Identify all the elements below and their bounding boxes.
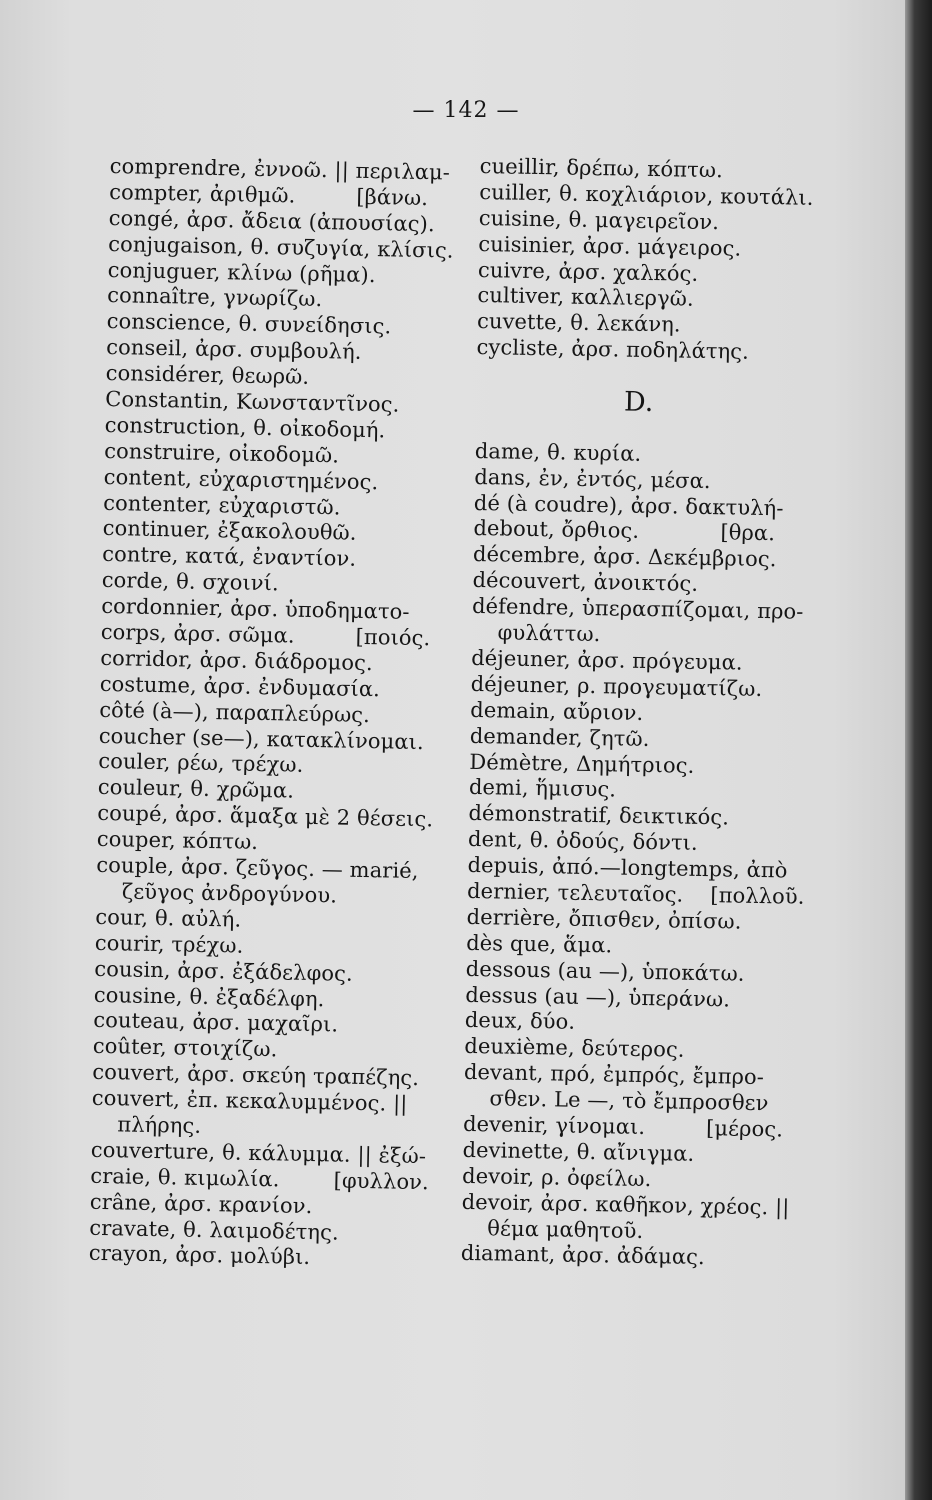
dictionary-entry: continuer, ἐξακολουθῶ. <box>102 516 357 546</box>
dictionary-entry: considérer, θεωρῶ. <box>105 361 310 389</box>
dictionary-entry: couvert, ἀρσ. σκεύη τραπέζης. <box>92 1060 420 1091</box>
dictionary-entry-continuation: φυλάττω. <box>497 620 601 647</box>
dictionary-entry: Constantin, Κωνσταντῖνος. <box>105 386 400 417</box>
dictionary-entry: debout, ὄρθιος. [θρα. <box>473 516 776 546</box>
dictionary-entry: contre, κατά, ἐναντίον. <box>102 542 357 572</box>
dictionary-entry: couler, ρέω, τρέχω. <box>98 749 304 778</box>
dictionary-entry: déjeuner, ρ. προγευματίζω. <box>470 671 763 701</box>
dictionary-entry: derrière, ὄπισθεν, ὀπίσω. <box>466 904 742 934</box>
dictionary-entry: dès que, ἅμα. <box>466 930 613 958</box>
dictionary-entry: coucher (se—), κατακλίνομαι. <box>98 723 425 754</box>
dictionary-entry: corde, θ. σχοινί. <box>101 568 279 596</box>
dictionary-entry: dent, θ. ὀδούς, δόντι. <box>467 827 698 856</box>
dictionary-entry: conjuguer, κλίνω (ρῆμα). <box>107 257 376 287</box>
page-edge-shadow <box>905 0 932 1500</box>
dictionary-entry: conseil, ἀρσ. συμβουλή. <box>106 335 362 365</box>
dictionary-entry: costume, ἀρσ. ἐνδυμασία. <box>99 671 381 702</box>
dictionary-entry: devinette, θ. αἴνιγμα. <box>462 1137 695 1166</box>
dictionary-entry: compter, ἀριθμῶ. [βάνω. <box>109 179 429 211</box>
dictionary-entry: corps, ἀρσ. σῶμα. [ποιός. <box>100 619 431 651</box>
dictionary-entry: devenir, γίνομαι. [μέρος. <box>462 1111 784 1142</box>
dictionary-entry: couteau, ἀρσ. μαχαῖρι. <box>93 1008 339 1037</box>
dictionary-entry: Démètre, Δημήτριος. <box>469 749 695 778</box>
dictionary-entry: couvert, ἐπ. κεκαλυμμένος. || <box>91 1085 408 1116</box>
dictionary-entry: congé, ἀρσ. ἄδεια (ἀπουσίας). <box>108 205 435 237</box>
dictionary-entry: décembre, ἀρσ. Δεκέμβριος. <box>472 542 777 572</box>
dictionary-entry: devant, πρό, ἐμπρός, ἔμπρο- <box>463 1060 765 1090</box>
dictionary-entry: crayon, ἀρσ. μολύβι. <box>88 1241 311 1270</box>
dictionary-entry: cousine, θ. ἐξαδέλφη. <box>93 982 325 1011</box>
dictionary-entry: dame, θ. κυρία. <box>474 438 642 466</box>
dictionary-entry: devoir, ρ. ὀφείλω. <box>461 1163 652 1191</box>
dictionary-entry: deuxième, δεύτερος. <box>464 1034 685 1063</box>
dictionary-entry: conscience, θ. συνείδησις. <box>106 309 392 339</box>
section-letter-heading: D. <box>623 386 654 419</box>
dictionary-entry: demander, ζητῶ. <box>469 723 650 751</box>
dictionary-entry: cuivre, ἀρσ. χαλκός. <box>477 257 699 286</box>
dictionary-entry: couleur, θ. χρῶμα. <box>97 775 295 804</box>
dictionary-entry: cuvette, θ. λεκάνη. <box>476 309 681 337</box>
dictionary-entry: devoir, ἀρσ. καθῆκον, χρέος. || <box>461 1189 790 1220</box>
dictionary-entry: déjeuner, ἀρσ. πρόγευμα. <box>470 645 743 675</box>
dictionary-entry: corridor, ἀρσ. διάδρομος. <box>100 645 374 676</box>
dictionary-entry: défendre, ὑπερασπίζομαι, προ- <box>471 594 804 624</box>
dictionary-entry: demi, ἥμισυς. <box>468 775 617 802</box>
dictionary-entry: cour, θ. αὐλή. <box>95 904 242 932</box>
dictionary-entry: cuiller, θ. κοχλιάριον, κουτάλι. <box>479 179 814 210</box>
dictionary-entry: comprendre, ἐννοῶ. || περιλαμ- <box>109 154 451 185</box>
dictionary-entry: cravate, θ. λαιμοδέτης. <box>89 1215 339 1245</box>
dictionary-entry: dé (à coudre), ἀρσ. δακτυλή- <box>473 490 784 520</box>
dictionary-entry: content, εὐχαριστημένος. <box>103 464 379 494</box>
dictionary-entry-continuation: πλήρης. <box>117 1112 202 1138</box>
left-column <box>89 154 462 1274</box>
dictionary-entry: cycliste, ἀρσ. ποδηλάτης. <box>476 335 750 364</box>
dictionary-entry: cuisine, θ. μαγειρεῖον. <box>478 205 720 234</box>
dictionary-entry: dessous (au —), ὑποκάτω. <box>465 956 745 986</box>
dictionary-entry: cueillir, δρέπω, κόπτω. <box>479 154 724 183</box>
dictionary-entry: cultiver, καλλιεργῶ. <box>477 283 694 312</box>
dictionary-entry: connaître, γνωρίζω. <box>107 283 323 312</box>
dictionary-entry: dessus (au —), ὑπεράνω. <box>465 982 731 1012</box>
dictionary-entry: couper, κόπτω. <box>96 827 259 855</box>
dictionary-entry-continuation: θέμα μαθητοῦ. <box>487 1215 644 1243</box>
dictionary-entry: craie, θ. κιμωλία. [φυλλον. <box>90 1163 430 1195</box>
dictionary-entry: couple, ἀρσ. ζεῦγος. — marié, <box>96 852 419 884</box>
dictionary-entry: coupé, ἀρσ. ἅμαξα μὲ 2 θέσεις. <box>97 801 434 832</box>
dictionary-entry: démonstratif, δεικτικός. <box>468 801 730 830</box>
dictionary-entry-continuation: ζεῦγος ἀνδρογύνου. <box>121 879 338 908</box>
dictionary-entry-continuation: σθεν. Le —, τὸ ἔμπροσθεν <box>489 1086 769 1116</box>
dictionary-entry: courir, τρέχω. <box>94 930 244 958</box>
dictionary-entry: cuisinier, ἀρσ. μάγειρος. <box>478 231 742 261</box>
right-column <box>461 154 820 1273</box>
dictionary-entry: cousin, ἀρσ. ἐξάδελφος. <box>94 956 353 986</box>
dictionary-entry: conjugaison, θ. συζυγία, κλίσις. <box>108 231 454 263</box>
dictionary-entry: côté (à—), παραπλεύρως. <box>99 697 371 727</box>
dictionary-entry: cordonnier, ἀρσ. ὑποδηματο- <box>101 594 410 624</box>
dictionary-entry: construire, οἰκοδομῶ. <box>104 438 340 468</box>
dictionary-entry: contenter, εὐχαριστῶ. <box>103 490 341 520</box>
dictionary-entry: dernier, τελευταῖος. [πολλοῦ. <box>466 878 805 909</box>
dictionary-entry: depuis, ἀπό.—longtemps, ἀπὸ <box>467 852 788 883</box>
dictionary-entry: dans, ἐν, ἐντός, μέσα. <box>474 464 711 493</box>
dictionary-entry: diamant, ἀρσ. ἀδάμας. <box>460 1241 706 1270</box>
dictionary-entry: coûter, στοιχίζω. <box>92 1034 278 1062</box>
dictionary-entry: deux, δύο. <box>464 1008 576 1035</box>
dictionary-entry: crâne, ἀρσ. κρανίον. <box>89 1189 313 1218</box>
page-number: — 142 — <box>412 98 520 123</box>
dictionary-entry: couverture, θ. κάλυμμα. || ἐξώ- <box>90 1137 427 1169</box>
dictionary-entry: découvert, ἀνοικτός. <box>472 568 699 597</box>
dictionary-entry: demain, αὔριον. <box>470 697 644 725</box>
dictionary-entry: construction, θ. οἰκοδομή. <box>104 412 386 443</box>
